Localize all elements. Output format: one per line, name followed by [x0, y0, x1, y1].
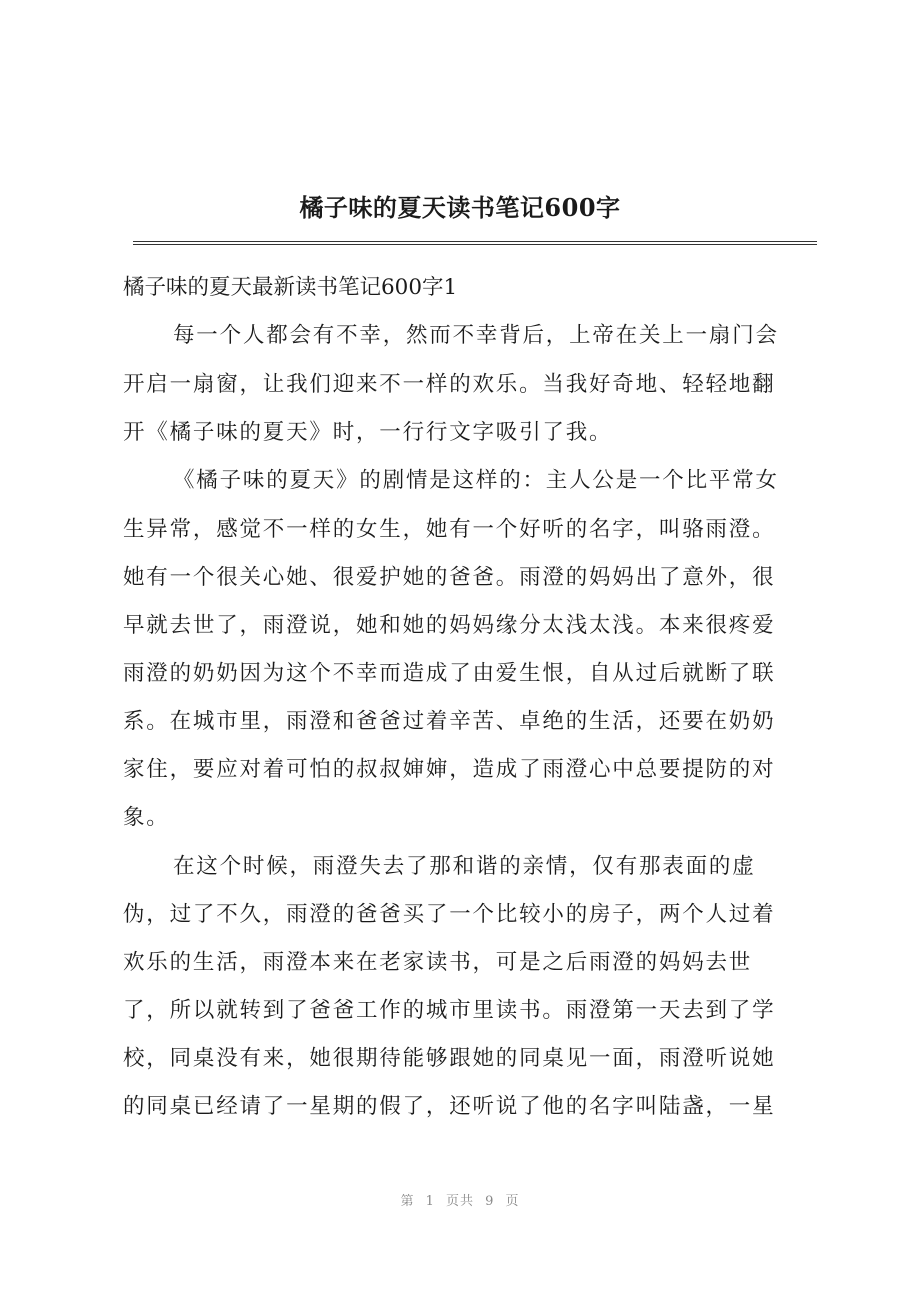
paragraph-line: 欢乐的生活，雨澄本来在老家读书，可是之后雨澄的妈妈去世 — [123, 950, 753, 975]
paragraph-line: 她有一个很关心她、很爱护她的爸爸。雨澄的妈妈出了意外，很 — [123, 565, 776, 590]
title-double-rule — [133, 241, 817, 245]
paragraph-line: 校，同桌没有来，她很期待能够跟她的同桌见一面，雨澄听说她 — [123, 1046, 776, 1071]
paragraph-line: 象。 — [123, 805, 170, 830]
paragraph-line: 早就去世了，雨澄说，她和她的妈妈缘分太浅太浅。本来很疼爱 — [123, 613, 776, 638]
paragraph-line: 开启一扇窗，让我们迎来不一样的欢乐。当我好奇地、轻轻地翻 — [123, 372, 776, 397]
paragraph-line: 每一个人都会有不幸，然而不幸背后，上帝在关上一扇门会 — [173, 323, 779, 348]
paragraph-line: 开《橘子味的夏天》时，一行行文字吸引了我。 — [123, 420, 613, 445]
paragraph-line: 伪，过了不久，雨澄的爸爸买了一个比较小的房子，两个人过着 — [123, 902, 776, 927]
paragraph-line: 《橘子味的夏天》的剧情是这样的：主人公是一个比平常女 — [173, 468, 779, 493]
section-heading: 橘子味的夏天最新读书笔记600字1 — [123, 275, 458, 300]
paragraph-line: 生异常，感觉不一样的女生，她有一个好听的名字，叫骆雨澄。 — [123, 517, 776, 542]
document-title: 橘子味的夏天读书笔记600字 — [299, 193, 621, 222]
paragraph-line: 的同桌已经请了一星期的假了，还听说了他的名字叫陆盏，一星 — [123, 1094, 776, 1119]
page-number-footer: 第 1 页共 9 页 — [400, 1194, 520, 1209]
paragraph-line: 家住，要应对着可怕的叔叔婶婶，造成了雨澄心中总要提防的对 — [123, 757, 776, 782]
paragraph-line: 了，所以就转到了爸爸工作的城市里读书。雨澄第一天去到了学 — [123, 998, 776, 1023]
paragraph-line: 在这个时候，雨澄失去了那和谐的亲情，仅有那表面的虚 — [173, 854, 756, 879]
paragraph-line: 雨澄的奶奶因为这个不幸而造成了由爱生恨，自从过后就断了联 — [123, 661, 776, 686]
paragraph-line: 系。在城市里，雨澄和爸爸过着辛苦、卓绝的生活，还要在奶奶 — [123, 709, 776, 734]
